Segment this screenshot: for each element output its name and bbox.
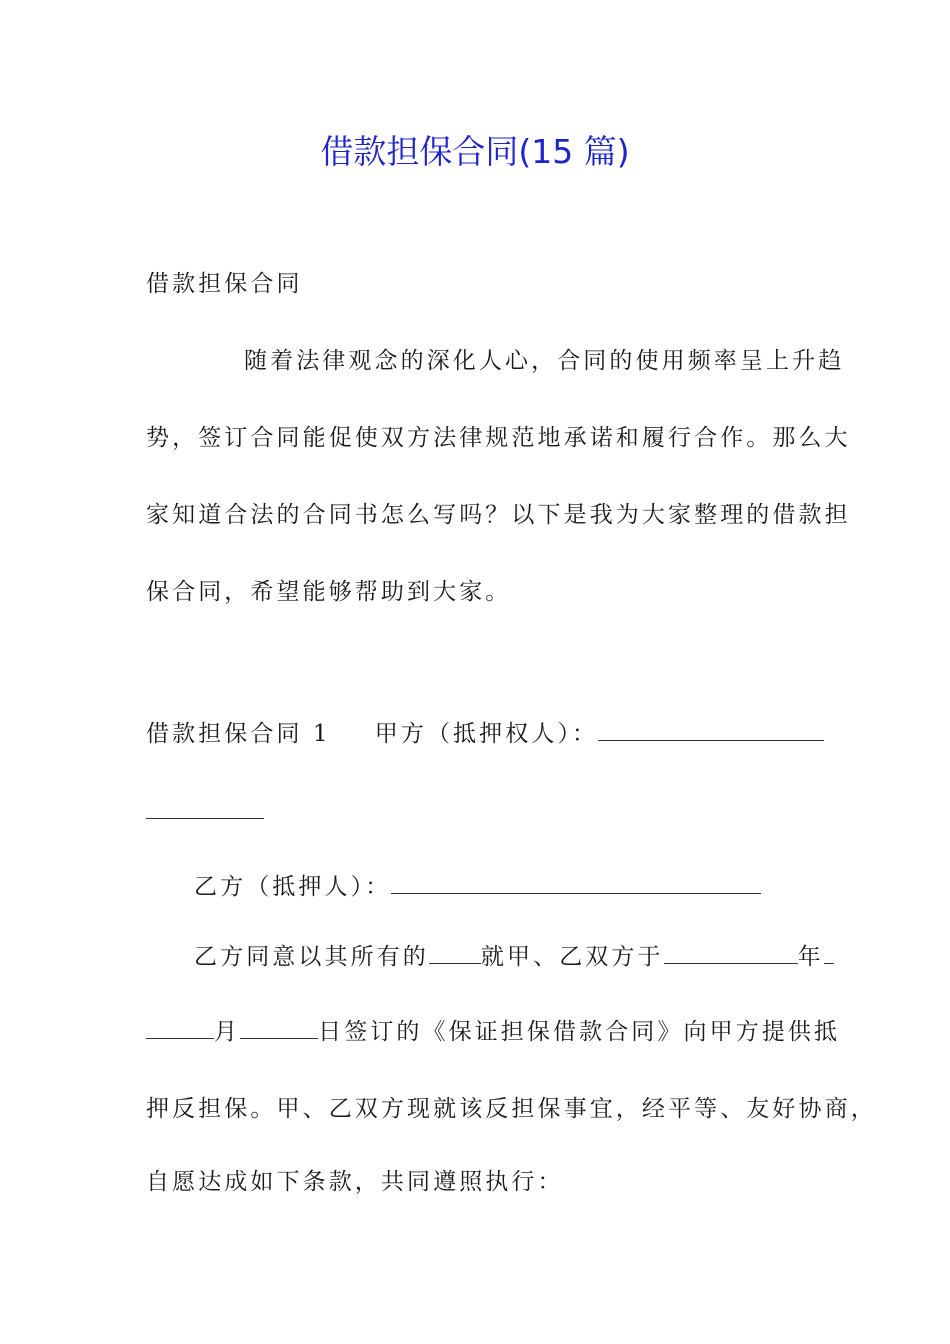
body-line-4: 自愿达成如下条款，共同遵照执行： bbox=[146, 1169, 564, 1195]
body-line-3: 押反担保。甲、乙双方现就该反担保事宜，经平等、友好协商， bbox=[146, 1096, 877, 1122]
property-blank bbox=[429, 941, 481, 964]
body-line-1 bbox=[194, 941, 834, 973]
month-blank bbox=[146, 1016, 214, 1039]
month-blank-start bbox=[824, 941, 834, 964]
body-text: 乙方同意以其所有的 bbox=[194, 944, 429, 970]
party-a-label: 甲方（抵押权人）： bbox=[374, 721, 599, 747]
intro-line-4: 保合同，希望能够帮助到大家。 bbox=[146, 579, 512, 605]
body-text: 就甲、乙双方于 bbox=[480, 944, 664, 970]
party-a-blank bbox=[598, 718, 824, 741]
body-text: 日签订的《保证担保借款合同》向甲方提供抵 bbox=[318, 1019, 841, 1045]
intro-line-3: 家知道合法的合同书怎么写吗？以下是我为大家整理的借款担 bbox=[146, 502, 851, 528]
contract-heading bbox=[146, 718, 824, 750]
intro-line-1: 随着法律观念的深化人心，合同的使用频率呈上升趋 bbox=[244, 348, 845, 374]
day-blank bbox=[240, 1016, 318, 1039]
contract-title: 借款担保合同 1 bbox=[146, 721, 331, 747]
document-title: 借款担保合同(15 篇) bbox=[320, 132, 630, 171]
party-b-row bbox=[194, 871, 761, 903]
body-line-2 bbox=[146, 1016, 840, 1048]
body-text: 月 bbox=[214, 1019, 241, 1045]
party-a-blank-continued bbox=[146, 818, 264, 819]
section-heading: 借款担保合同 bbox=[146, 271, 303, 297]
year-blank bbox=[664, 941, 798, 964]
party-b-blank bbox=[391, 871, 761, 894]
party-b-label: 乙方（抵押人）： bbox=[194, 874, 392, 900]
intro-line-2: 势，签订合同能促使双方法律规范地承诺和履行合作。那么大 bbox=[146, 425, 851, 451]
body-text: 年 bbox=[797, 944, 824, 970]
